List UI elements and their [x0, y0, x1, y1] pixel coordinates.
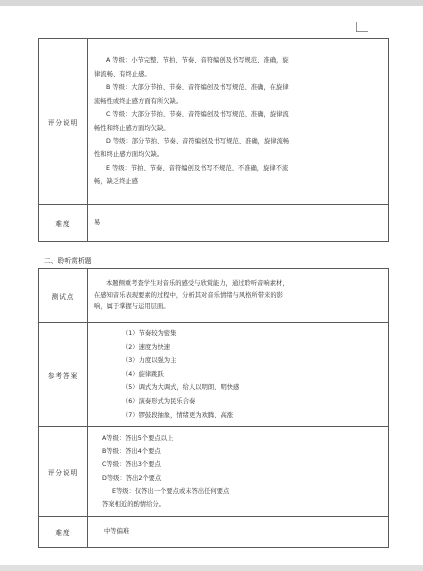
text-line: 答案相近的酌情给分。 [102, 501, 165, 509]
viewer-bottom-border [0, 565, 423, 571]
text-line: A等级：答出5个要点以上 [102, 435, 174, 443]
crop-mark-icon [356, 22, 368, 32]
table-row [39, 269, 389, 323]
table-row [39, 427, 389, 517]
text-line: 律流畅、有终止感。 [94, 70, 151, 78]
list-item: （3）力度以强为主 [122, 357, 177, 365]
text-line: 本题侧重考查学生对音乐的感受与欣赏能力，通过聆听音响素材， [106, 280, 289, 288]
difficulty-value: 中等偏难 [88, 517, 389, 548]
text-line: 响，属于掌握与运用层面。 [94, 303, 170, 311]
list-item: （1）节奏较为密集 [122, 330, 177, 337]
scoring-table-1 [38, 38, 389, 242]
list-item: （7）锣鼓段抽象，情绪更为欢腾、高涨 [122, 411, 234, 419]
text-line: B 等级：大部分节拍、节奏、音符编创及书写规范、准确，在旋律 [106, 84, 289, 92]
text-line: D 等级：部分节拍、节奏、音符编创及书写规范、准确，旋律流畅 [106, 137, 290, 145]
section-title: 二、聆听赏析题 [44, 257, 92, 265]
text-line: C等级：答出3个要点 [102, 461, 161, 469]
list-item: （5）调式为大调式，给人以明朗、明快感 [122, 384, 240, 392]
text-line: B等级：答出4个要点 [102, 448, 161, 456]
text-line: 流畅性或终止感方面有所欠缺。 [94, 97, 183, 105]
text-line: D等级：答出2个要点 [102, 474, 162, 482]
text-line: 性和终止感方面均欠缺。 [94, 151, 164, 159]
answer-label: 参考答案 [39, 323, 88, 427]
text-line: E等级：仅答出一个要点或未答出任何要点 [112, 487, 230, 495]
test-point-description [88, 269, 389, 323]
difficulty-label: 难度 [39, 517, 88, 548]
list-item: （4）旋律跳跃 [122, 370, 164, 378]
table-row [39, 39, 389, 205]
table-row [39, 205, 389, 242]
table-row [39, 323, 389, 427]
difficulty-label: 难度 [39, 205, 88, 242]
text-line: E 等级：节拍、节奏、音符编创及书写不规范、不准确，旋律不流 [106, 164, 289, 172]
difficulty-value: 易 [88, 205, 389, 242]
text-line: 畅性和终止感方面均欠缺。 [94, 124, 170, 132]
list-item: （6）演奏形式为民乐合奏 [122, 397, 196, 405]
answer-list [88, 323, 389, 427]
scoring-label: 评分说明 [39, 427, 88, 517]
scoring-description [88, 427, 389, 517]
list-item: （2）速度为快速 [122, 343, 171, 351]
scoring-table-2 [38, 268, 389, 548]
text-line: C 等级：大部分节拍、节奏、音符编创及书写规范、准确，旋律流 [106, 111, 289, 119]
text-line: A 等级：小节完整、节拍、节奏、音符编创及书写规范、准确，旋 [106, 57, 289, 65]
text-line: 在感知音乐表现要素的过程中，分析其对音乐情绪与风格所带来的影 [94, 291, 283, 299]
test-point-label: 测试点 [39, 269, 88, 323]
scoring-label: 评分说明 [39, 39, 88, 205]
scoring-description [88, 39, 389, 205]
text-line: 畅，缺乏终止感 [94, 178, 139, 186]
table-row [39, 517, 389, 548]
